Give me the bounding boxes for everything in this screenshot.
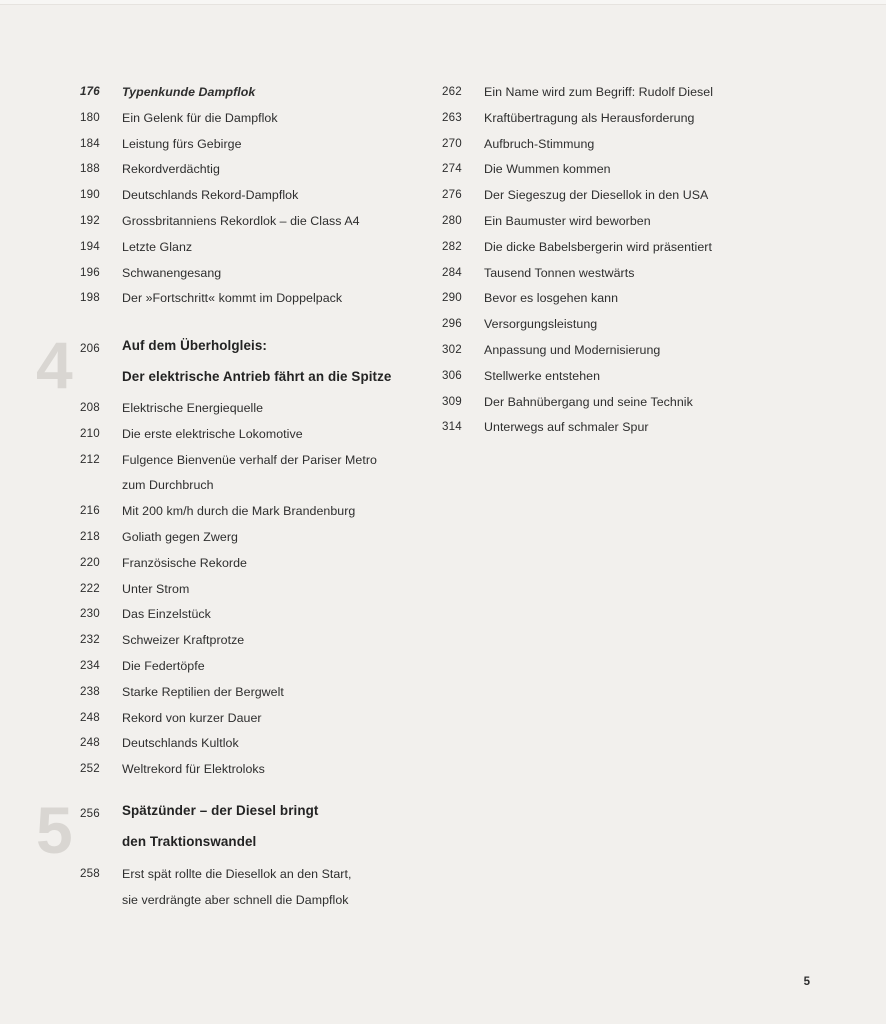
toc-entry-page-number: 252 — [80, 762, 100, 776]
toc-entry-page-number: 284 — [442, 265, 462, 279]
chapter-heading-text: den Traktionswandel — [122, 834, 257, 849]
toc-entry-title: Mit 200 km/h durch die Mark Brandenburg — [122, 504, 356, 519]
toc-entry-title: Der Siegeszug der Diesellok in den USA — [484, 188, 709, 203]
toc-entry-page-number: 198 — [80, 291, 100, 305]
toc-entry-title: Der Bahnübergang und seine Technik — [484, 394, 693, 409]
toc-entry-page-number: 280 — [442, 214, 462, 227]
toc-entry-title: sie verdrängte aber schnell die Dampflok — [122, 892, 349, 907]
toc-entry-page-number: 309 — [442, 394, 462, 408]
toc-entry-page-number: 212 — [80, 452, 100, 466]
toc-entry-page-number: 232 — [80, 633, 100, 647]
toc-entry-page-number: 314 — [442, 420, 462, 434]
toc-entry-title: Typenkunde Dampflok — [122, 85, 256, 99]
toc-entry-title: Ein Baumuster wird beworben — [484, 214, 651, 228]
toc-entry-page-number: 306 — [442, 368, 462, 382]
toc-entry-title: Ein Gelenk für die Dampflok — [122, 110, 278, 125]
toc-entry-title: Französische Rekorde — [122, 555, 247, 570]
toc-entry-title: Goliath gegen Zwerg — [122, 530, 238, 544]
toc-entry-page-number: 210 — [80, 426, 100, 440]
toc-entry-title: Letzte Glanz — [122, 239, 193, 254]
toc-entry-title: Rekordverdächtig — [122, 162, 220, 177]
toc-entry-page-number: 270 — [442, 136, 462, 150]
toc-entry-title: Rekord von kurzer Dauer — [122, 710, 262, 725]
toc-entry-title: Die Federtöpfe — [122, 659, 205, 673]
toc-entry-page-number: 274 — [442, 162, 462, 176]
toc-entry-title: Deutschlands Kultlok — [122, 736, 239, 751]
toc-entry-title: Bevor es losgehen kann — [484, 291, 619, 306]
toc-entry-title: Der »Fortschritt« kommt im Doppelpack — [122, 291, 343, 306]
toc-entry-title: Stellwerke entstehen — [484, 368, 601, 383]
toc-entry-page-number: 218 — [80, 530, 100, 543]
toc-entry-title: Schweizer Kraftprotze — [122, 633, 245, 648]
toc-entry-page-number: 188 — [80, 162, 100, 176]
toc-entry-page-number: 196 — [80, 265, 100, 279]
page-number: 5 — [803, 976, 810, 988]
chapter-heading-text: Spätzünder – der Diesel bringt — [122, 803, 319, 818]
toc-entry-title: Weltrekord für Elektroloks — [122, 762, 265, 777]
toc-entry-title: Unterwegs auf schmaler Spur — [484, 420, 649, 435]
toc-entry-page-number: 262 — [442, 85, 462, 98]
chapter-start-page-number: 206 — [80, 342, 100, 355]
toc-entry-page-number: 276 — [442, 188, 462, 202]
toc-entry-page-number: 194 — [80, 239, 100, 253]
toc-entry-page-number: 238 — [80, 684, 100, 698]
toc-entry-page-number: 234 — [80, 659, 100, 672]
toc-entry-title: Unter Strom — [122, 581, 190, 596]
chapter-heading-text: Der elektrische Antrieb fährt an die Spitze — [122, 369, 392, 384]
toc-entry-title: Fulgence Bienvenüe verhalf der Pariser Metro — [122, 452, 377, 467]
toc-entry-title: Versorgungsleistung — [484, 317, 598, 332]
chapter-heading-text: Auf dem Überholgleis: — [122, 338, 267, 353]
toc-entry-page-number: 248 — [80, 736, 100, 750]
toc-entry-title: Leistung fürs Gebirge — [122, 136, 242, 151]
toc-entry-title: Erst spät rollte die Diesellok an den Start, — [122, 867, 352, 881]
toc-entry-page-number: 290 — [442, 291, 462, 305]
toc-entry-page-number: 302 — [442, 343, 462, 356]
chapter-5-numeral: 5 — [36, 793, 72, 867]
toc-entry-title: Kraftübertragung als Herausforderung — [484, 110, 695, 125]
toc-entry-title: Anpassung und Modernisierung — [484, 343, 661, 357]
toc-entry-page-number: 248 — [80, 710, 100, 724]
toc-entry-page-number: 208 — [80, 401, 100, 414]
toc-entry-title: Elektrische Energiequelle — [122, 401, 264, 415]
toc-entry-page-number: 230 — [80, 607, 100, 621]
chapter-4-numeral: 4 — [36, 328, 72, 402]
toc-entry-page-number: 296 — [442, 317, 462, 331]
toc-entry-title: zum Durchbruch — [122, 478, 214, 493]
toc-entry-title: Tausend Tonnen westwärts — [484, 265, 635, 280]
toc-entry-page-number: 176 — [80, 85, 100, 98]
toc-entry-title: Grossbritanniens Rekordlok – die Class A4 — [122, 214, 360, 228]
toc-entry-title: Das Einzelstück — [122, 607, 211, 622]
toc-entry-page-number: 258 — [80, 867, 100, 880]
toc-entry-page-number: 184 — [80, 136, 100, 150]
toc-entry-page-number: 220 — [80, 555, 100, 569]
toc-entry-title: Aufbruch-Stimmung — [484, 136, 595, 151]
toc-entry-page-number: 192 — [80, 214, 100, 227]
chapter-start-page-number: 256 — [80, 807, 100, 820]
page-top-rule — [0, 4, 886, 5]
toc-entry-page-number: 282 — [442, 239, 462, 253]
toc-entry-title: Die Wummen kommen — [484, 162, 611, 177]
toc-entry-title: Starke Reptilien der Bergwelt — [122, 684, 284, 699]
toc-entry-title: Die erste elektrische Lokomotive — [122, 426, 303, 441]
toc-entry-title: Die dicke Babelsbergerin wird präsentiert — [484, 239, 712, 254]
toc-entry-page-number: 222 — [80, 581, 100, 595]
toc-entry-title: Ein Name wird zum Begriff: Rudolf Diesel — [484, 85, 714, 99]
toc-entry-page-number: 216 — [80, 504, 100, 518]
toc-entry-title: Deutschlands Rekord-Dampflok — [122, 188, 299, 203]
toc-entry-page-number: 180 — [80, 110, 100, 124]
toc-entry-title: Schwanengesang — [122, 265, 222, 280]
toc-entry-page-number: 263 — [442, 110, 462, 124]
toc-entry-page-number: 190 — [80, 188, 100, 202]
